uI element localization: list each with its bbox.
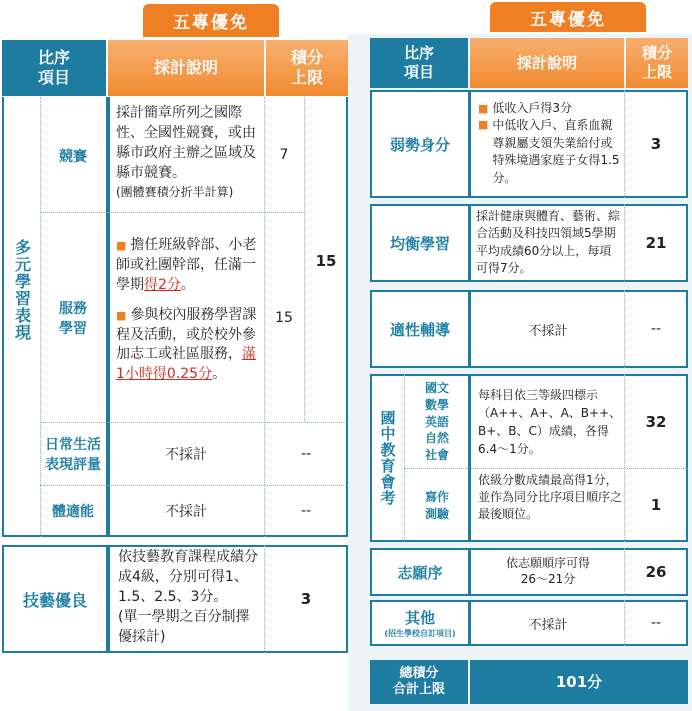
total-label: 總積分 合計上限 [370,660,468,704]
guidance-score: -- [650,321,662,337]
service-b1-end: 。 [180,276,195,293]
bullet-square-icon: ■ [116,308,127,322]
balanced-score: 21 [645,234,667,252]
row-label-wish: 志願序 [397,563,443,582]
row-label-service: 服務 學習 [59,301,87,337]
exam-subjects-desc: 每科目依三等級四標示（A++、A+、A、B++、B+、B、C）成績，各得6.4～1分。 [478,388,622,456]
service-b2-end: 。 [212,366,227,383]
exam-subjects-score: 32 [645,413,667,431]
service-score: 15 [275,310,293,326]
row-label-disadvantaged: 弱勢身分 [389,135,450,154]
other-desc: 不採計 [528,617,568,633]
exam-writing-desc: 依級分數成績最高得1分，並作為同分比序項目順序之最後順位。 [478,473,623,521]
exam-subjects-label: 國文 數學 英語 自然 社會 [424,381,449,463]
disadvantaged-b1: 低收入戶得3分 [492,101,573,115]
total-value: 101分 [470,660,688,704]
bullet-square-icon: ■ [478,118,489,132]
bullet-square-icon: ■ [478,102,489,115]
competition-desc [116,104,262,201]
left-header-item: 比序 項目 [2,40,106,96]
disadvantaged-score: 3 [650,135,662,153]
service-desc [116,236,262,385]
balanced-desc: 採計健康與體育、藝術、綜合活動及科技四領域5學期平均成績60分以上，每項可得7分。 [476,209,621,276]
row-label-fitness: 體適能 [52,504,94,520]
right-header-desc: 採計說明 [470,38,624,88]
disadvantaged-b2: 中低收入戶、直系血親尊親屬支領失業給付或特殊境遇家庭子女得1.5分。 [492,118,620,185]
competition-desc-text: 採計簡章所列之國際性、全國性競賽，或由縣市政府主辦之區域及縣市競賽。 [116,105,256,181]
right-header-item: 比序 項目 [370,38,468,88]
bullet-square-icon: ■ [116,239,127,252]
left-header-cap: 積分 上限 [266,40,348,96]
row-label-other [372,602,468,644]
row-label-guidance: 適性輔導 [389,320,450,339]
row-label-exam: 國中教育會考 [378,410,397,506]
wish-score: 26 [645,563,667,581]
service-b2: 參與校內服務學習課程及活動，或於校外參加志工或社區服務， [116,306,257,363]
service-b2-red: 滿1小時得0.25分 [116,346,256,383]
other-score: -- [650,615,662,631]
row-label-daily: 日常生活 表現評量 [45,437,101,473]
daily-score: -- [300,446,312,462]
right-tab-title: 五專優免 [490,2,646,32]
wish-desc: 依志願順序可得 26～21分 [505,556,590,586]
exam-writing-score: 1 [650,496,662,514]
other-label: 其他 [404,609,435,627]
art-score: 3 [300,590,312,608]
row-label-balanced: 均衡學習 [389,234,450,253]
left-header-desc: 採計說明 [108,40,264,96]
group-cap-score: 15 [315,252,337,270]
service-b1-red: 得2分 [144,276,181,293]
other-sublabel: (招生學校自訂項目) [384,629,456,638]
row-label-competition: 競賽 [59,149,87,165]
daily-desc: 不採計 [165,447,207,463]
left-group-label: 多元學習表現 [12,239,32,341]
fitness-desc: 不採計 [165,504,207,520]
service-b1: 擔任班級幹部、小老師或社團幹部，任滿一學期 [116,237,257,293]
competition-score: 7 [279,147,289,163]
competition-note: (團體賽積分折半計算) [116,184,234,199]
right-header-cap: 積分 上限 [626,38,688,88]
fitness-score: -- [300,503,312,519]
left-tab-title: 五專優免 [143,4,279,37]
guidance-desc: 不採計 [528,323,568,339]
row-label-art: 技藝優良 [22,590,87,610]
exam-writing-label: 寫作 測驗 [424,490,449,521]
disadvantaged-desc [478,100,622,187]
art-desc: 依技藝教育課程成績分成4級，分別可得1、1.5、2.5、3分。 (單一學期之百分制擇優採計) [118,549,258,645]
